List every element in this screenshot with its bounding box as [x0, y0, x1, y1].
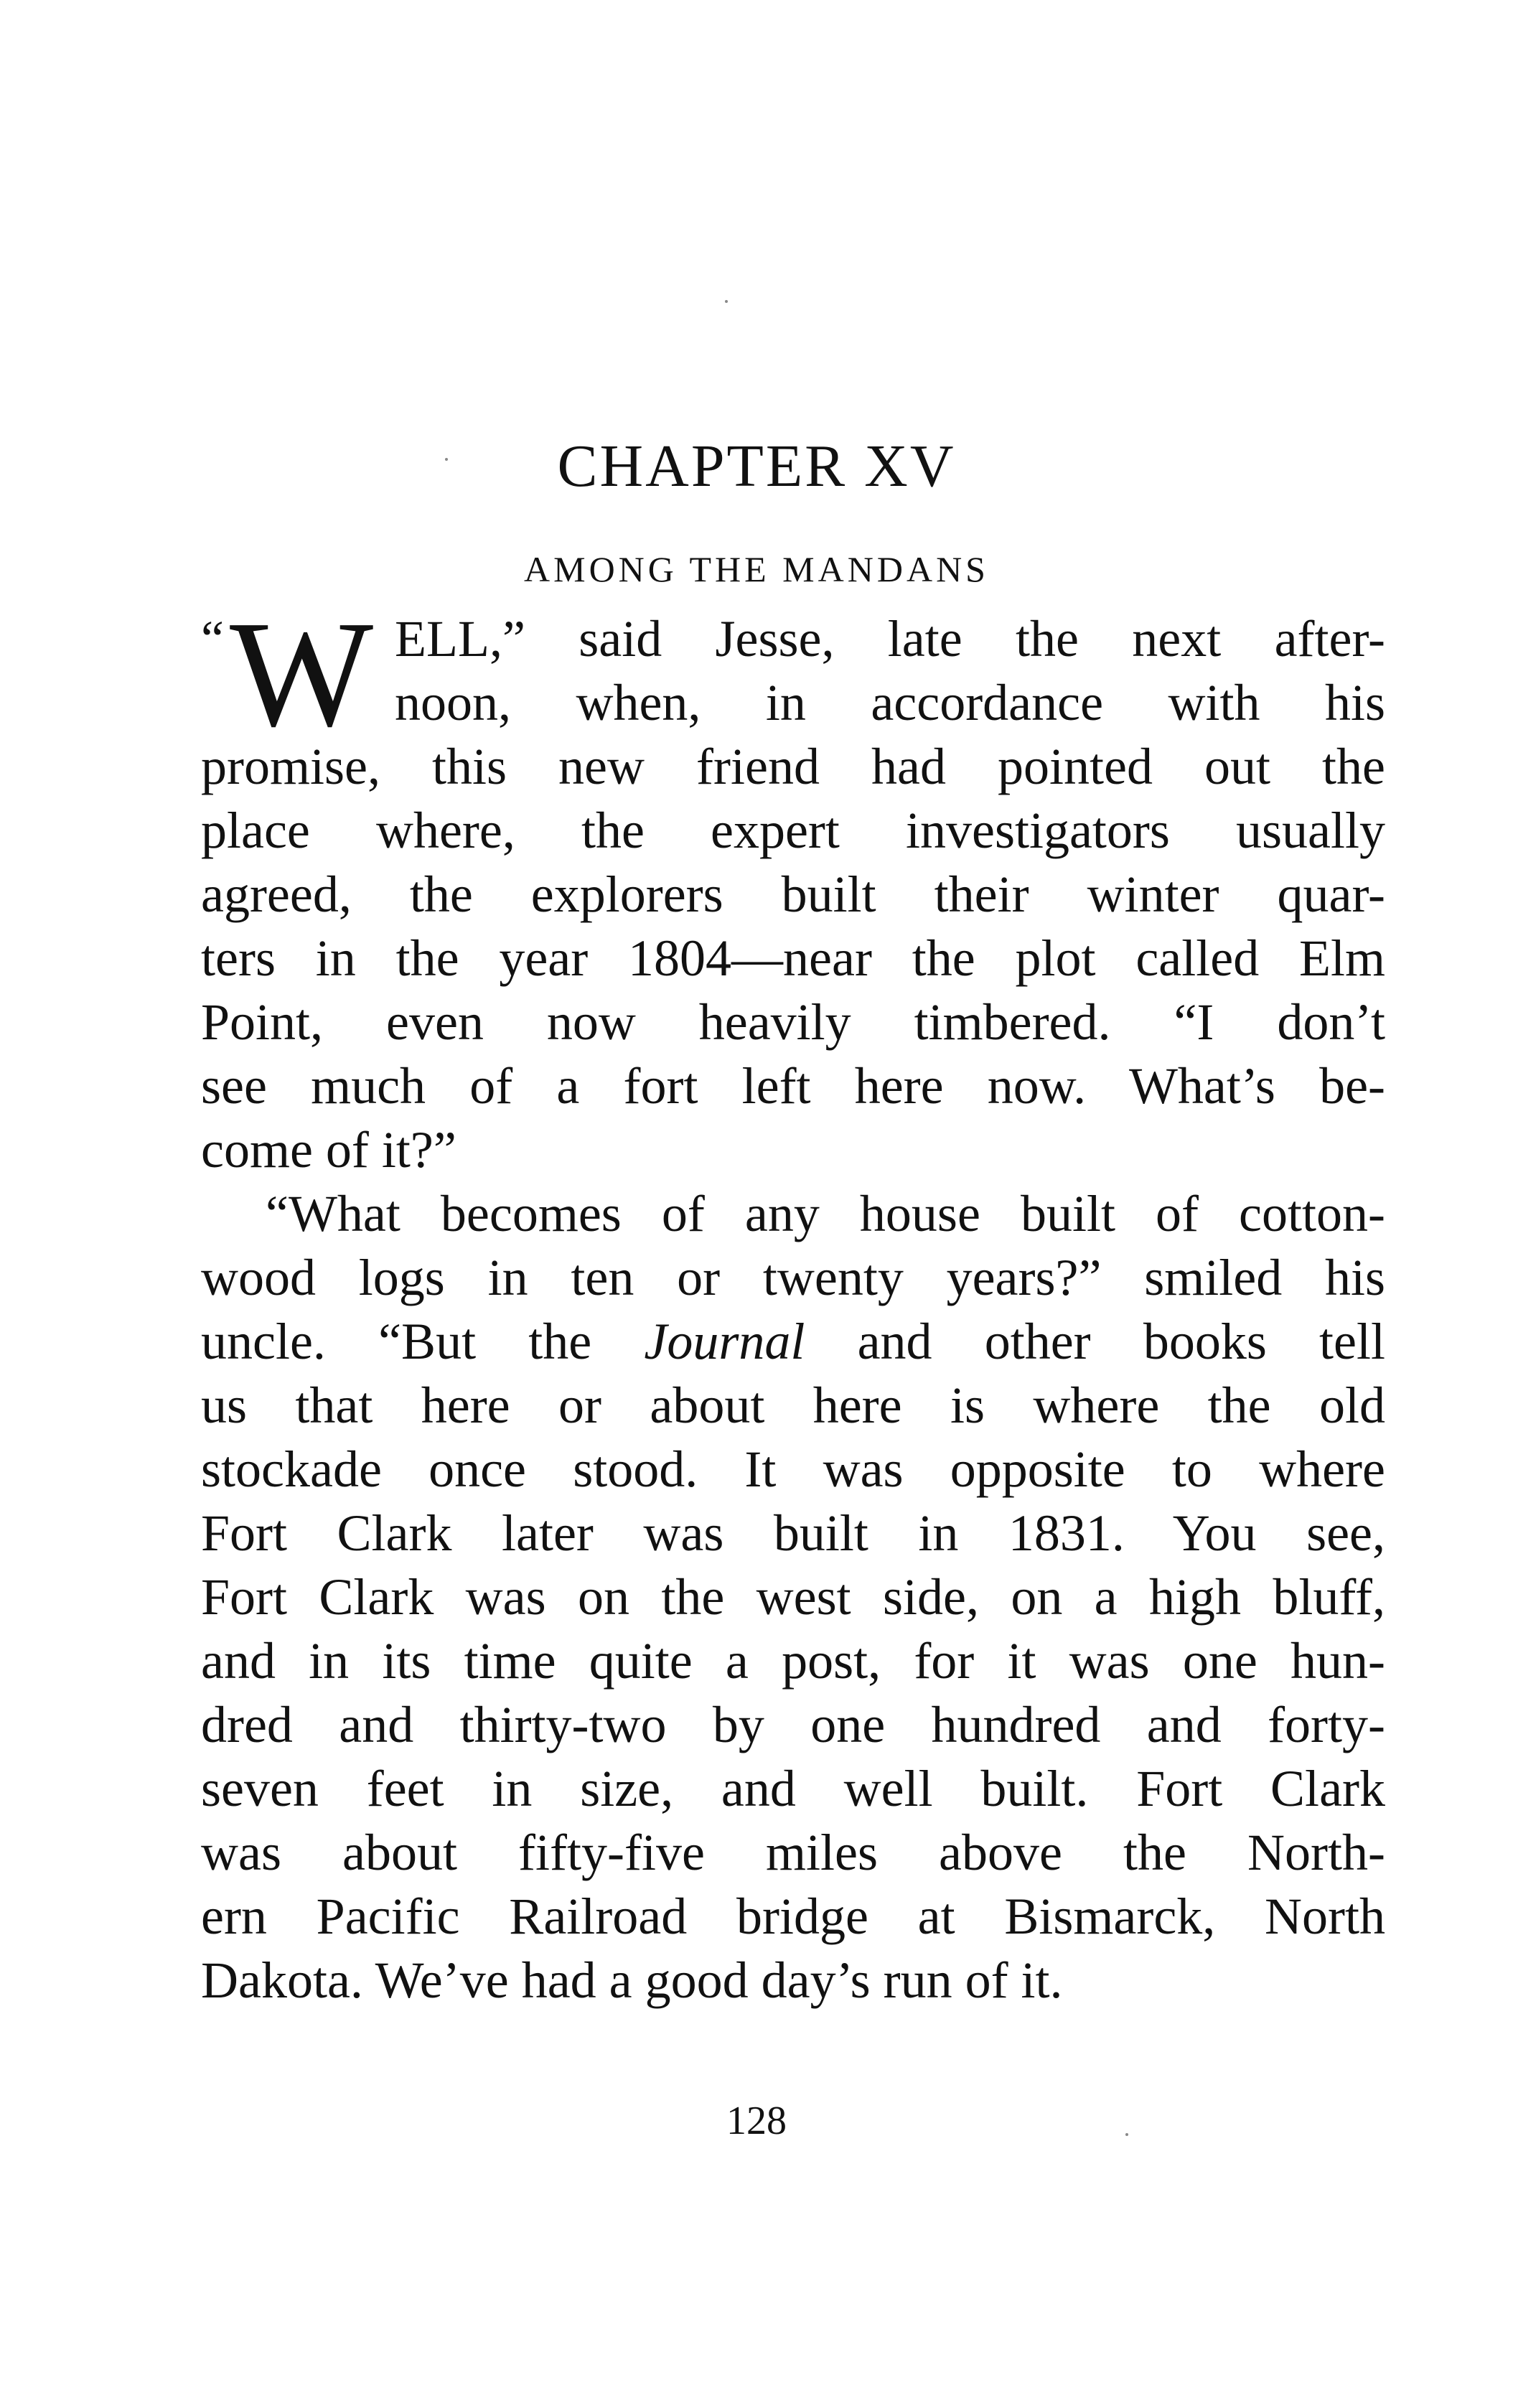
text-line: noon, when, in accordance with his — [395, 674, 1385, 731]
text-line: Point, even now heavily timbered. “I don’t — [201, 993, 1385, 1051]
text-line: dred and thirty-two by one hundred and forty- — [201, 1696, 1385, 1753]
opening-lines — [201, 589, 1385, 758]
text-line: see much of a fort left here now. What’s be- — [201, 1057, 1385, 1115]
text-line: agreed, the explorers built their winter quar- — [201, 866, 1385, 923]
italic-title: Journal — [644, 1313, 805, 1370]
text-line: us that here or about here is where the old — [201, 1377, 1385, 1434]
text-line: Fort Clark later was built in 1831. You see, — [201, 1504, 1385, 1562]
text-line: ern Pacific Railroad bridge at Bismarck, North — [201, 1888, 1385, 1945]
text-line: ELL,” said Jesse, late the next after- — [395, 610, 1385, 667]
paper-speck — [445, 458, 448, 461]
page-number: 128 — [726, 2099, 787, 2143]
drop-cap: W — [230, 589, 374, 758]
text-line: Fort Clark was on the west side, on a high bluff, — [201, 1568, 1385, 1626]
text-line: was about fifty-five miles above the North- — [201, 1824, 1385, 1881]
text-line-with-italic: uncle. “But the Journal and other books tell — [201, 1313, 1385, 1370]
text-line: seven feet in size, and well built. Fort Clark — [201, 1760, 1385, 1817]
text-line: Dakota. We’ve had a good day’s run of it. — [201, 1952, 1063, 2009]
text-line: “What becomes of any house built of cotton- — [266, 1185, 1385, 1242]
text-line: ters in the year 1804—near the plot called Elm — [201, 929, 1385, 987]
text-line: come of it?” — [201, 1121, 456, 1179]
text-line: and in its time quite a post, for it was one hun- — [201, 1632, 1385, 1690]
chapter-subtitle: AMONG THE MANDANS — [524, 549, 989, 589]
text-line: wood logs in ten or twenty years?” smiled his — [201, 1249, 1385, 1306]
text-line: place where, the expert investigators usually — [201, 802, 1385, 859]
body-text — [201, 589, 1385, 2013]
opening-quote: “ — [201, 610, 224, 667]
chapter-title: CHAPTER XV — [557, 433, 956, 500]
text-line: stockade once stood. It was opposite to where — [201, 1440, 1385, 1498]
paper-speck — [1125, 2133, 1128, 2136]
paper-speck — [725, 300, 728, 303]
text-line: promise, this new friend had pointed out the — [201, 738, 1385, 795]
